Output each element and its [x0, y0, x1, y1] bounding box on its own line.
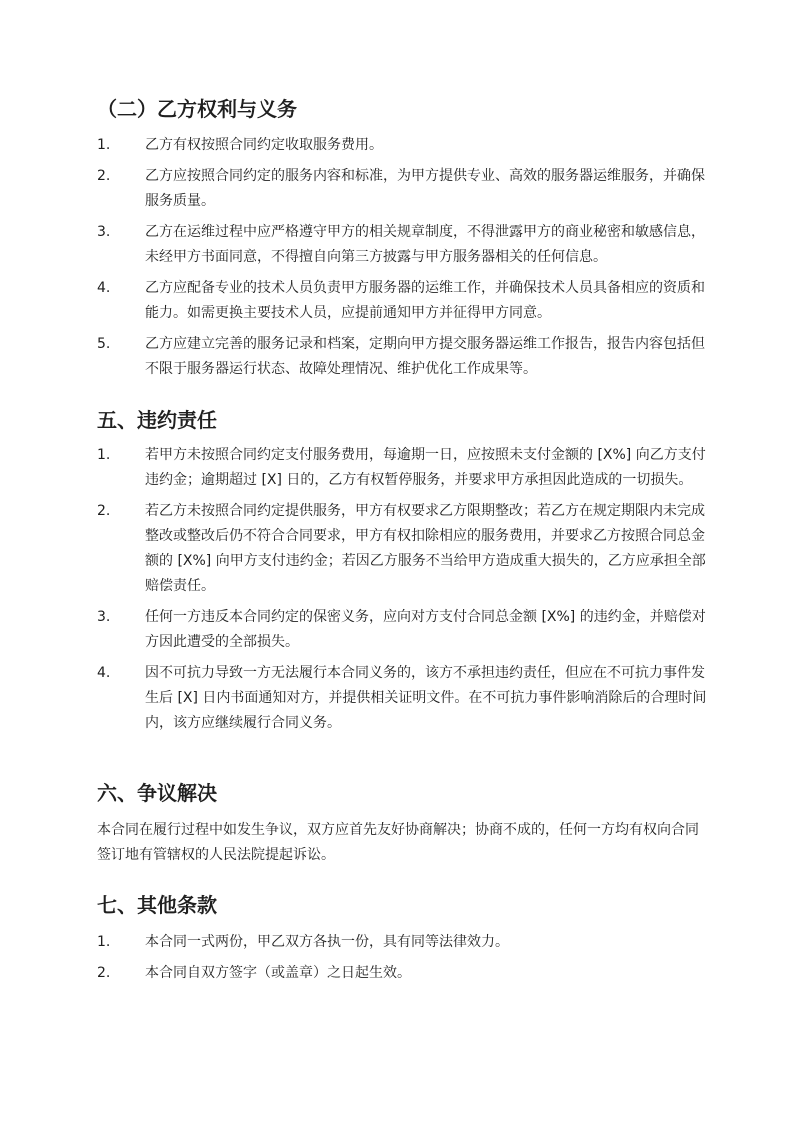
list-item	[97, 661, 707, 736]
list-item	[97, 443, 707, 493]
list-item	[97, 930, 707, 955]
heading-breach-liability: 五、违约责任	[97, 408, 217, 432]
item-number: 2.	[97, 503, 111, 519]
item-text: 若甲方未按照合同约定支付服务费用，每逾期一日，应按照未支付金额的 [X%] 向乙方支付违约金；逾期超过 [X] 日的，乙方有权暂停服务，并要求甲方承担因此造成的一切损失。	[145, 447, 706, 488]
list-item	[97, 133, 707, 158]
item-text: 本合同自双方签字（或盖章）之日起生效。	[145, 965, 411, 981]
item-number: 2.	[97, 168, 111, 184]
list-item	[97, 961, 707, 986]
item-number: 4.	[97, 665, 111, 681]
item-number: 5.	[97, 336, 111, 352]
list-item	[97, 499, 707, 599]
list-item	[97, 220, 707, 270]
dispute-resolution-text: 本合同在履行过程中如发生争议，双方应首先友好协商解决；协商不成的，任何一方均有权向合同签订地有管辖权的人民法院提起诉讼。	[97, 822, 699, 863]
item-text: 本合同一式两份，甲乙双方各执一份，具有同等法律效力。	[145, 934, 509, 950]
item-text: 乙方应按照合同约定的服务内容和标准，为甲方提供专业、高效的服务器运维服务，并确保服务质量。	[145, 168, 705, 209]
item-number: 1.	[97, 137, 111, 153]
list-item	[97, 605, 707, 655]
item-number: 4.	[97, 280, 111, 296]
list-item	[97, 164, 707, 214]
heading-other-terms: 七、其他条款	[97, 893, 217, 917]
list-item	[97, 276, 707, 326]
heading-party-b-rights: （二）乙方权利与义务	[97, 97, 297, 121]
party-b-rights-list	[97, 133, 707, 388]
item-number: 3.	[97, 224, 111, 240]
item-text: 因不可抗力导致一方无法履行本合同义务的，该方不承担违约责任，但应在不可抗力事件发生后 [X] 日内书面通知对方，并提供相关证明文件。在不可抗力事件影响消除后的合理时间内，该方应继续履行合同义务。	[145, 665, 707, 731]
breach-liability-list	[97, 443, 707, 742]
heading-dispute-resolution: 六、争议解决	[97, 781, 217, 805]
item-text: 乙方在运维过程中应严格遵守甲方的相关规章制度，不得泄露甲方的商业秘密和敏感信息，未经甲方书面同意，不得擅自向第三方披露与甲方服务器相关的任何信息。	[145, 224, 705, 265]
other-terms-list	[97, 930, 707, 992]
item-text: 乙方应配备专业的技术人员负责甲方服务器的运维工作，并确保技术人员具备相应的资质和能力。如需更换主要技术人员，应提前通知甲方并征得甲方同意。	[145, 280, 705, 321]
item-number: 3.	[97, 609, 111, 625]
item-text: 任何一方违反本合同约定的保密义务，应向对方支付合同总金额 [X%] 的违约金，并赔偿对方因此遭受的全部损失。	[145, 609, 706, 650]
item-text: 乙方有权按照合同约定收取服务费用。	[145, 137, 383, 153]
item-text: 若乙方未按照合同约定提供服务，甲方有权要求乙方限期整改；若乙方在规定期限内未完成整改或整改后仍不符合合同要求，甲方有权扣除相应的服务费用，并要求乙方按照合同总金额的 [X%] 向甲方支付违约金；若因乙方服务不当给甲方造成重大损失的，乙方应承担全部赔偿责任。	[145, 503, 706, 594]
item-number: 2.	[97, 965, 111, 981]
item-number: 1.	[97, 934, 111, 950]
item-text: 乙方应建立完善的服务记录和档案，定期向甲方提交服务器运维工作报告，报告内容包括但不限于服务器运行状态、故障处理情况、维护优化工作成果等。	[145, 336, 705, 377]
item-number: 1.	[97, 447, 111, 463]
list-item	[97, 332, 707, 382]
